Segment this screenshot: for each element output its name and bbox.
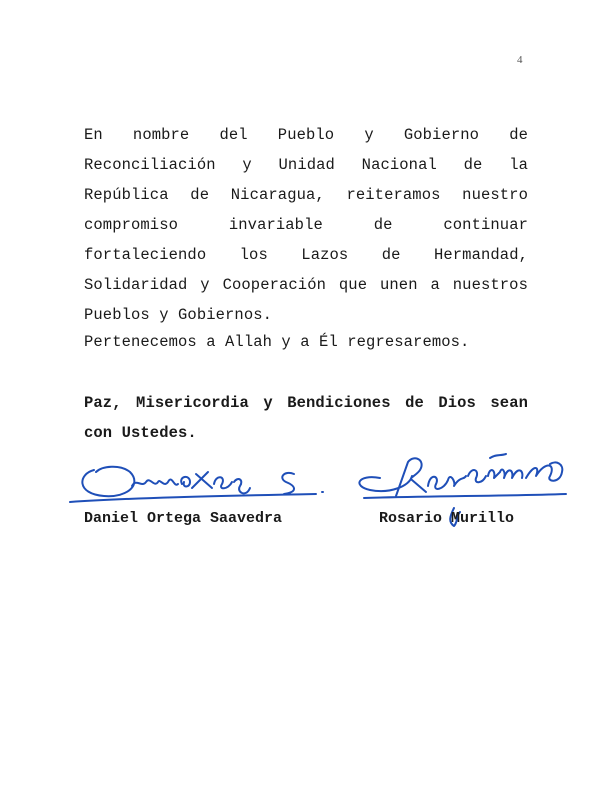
signer-name-ortega: Daniel Ortega Saavedra — [84, 510, 283, 527]
page-number: 4 — [517, 54, 523, 66]
signature-ortega — [66, 458, 336, 518]
body-paragraph-commitment: En nombre del Pueblo y Gobierno de Reconciliación y Unidad Nacional de la República de Nicaragua, reiteramos nuestro compromiso invariable de continuar fortaleciendo los Lazos de Hermandad, Solidaridad y Cooperación que unen a nuestros Pueblos y Gobiernos. — [84, 126, 528, 324]
closing-blessing: Paz, Misericordia y Bendiciones de Dios sean con Ustedes. — [84, 394, 528, 442]
signer-name-murillo: Rosario Murillo — [379, 510, 515, 527]
body-paragraph-condolence: Pertenecemos a Allah y a Él regresaremos. — [84, 333, 470, 351]
